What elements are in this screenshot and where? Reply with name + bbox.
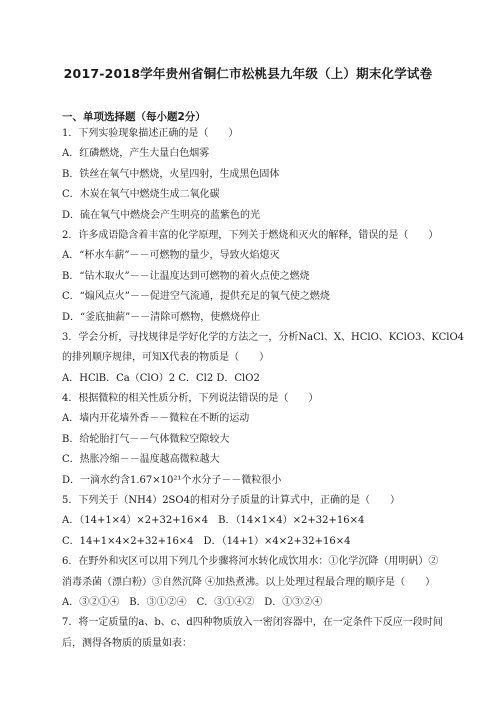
question-1-option-b: B．铁丝在氧气中燃烧，火星四射，生成黑色固体	[62, 168, 280, 180]
question-2-option-d: D．“釜底抽薪”－－清除可燃物，使燃烧停止	[62, 311, 261, 323]
section-heading: 一、单项选择题（每小题2分）	[62, 111, 206, 123]
question-4-option-c: C．热胀冷缩－－温度越高微粒越大	[62, 454, 220, 466]
question-4-option-a: A．墙内开花墙外香－－微粒在不断的运动	[62, 413, 250, 425]
question-2-option-c: C．“煽风点火”－－促进空气流通，提供充足的氧气使之燃烧	[62, 291, 330, 303]
question-3-options: A．HClB．Ca（ClO）2 C．Cl2 D．ClO2	[62, 372, 260, 384]
question-list	[62, 124, 465, 654]
question-6-stem-line-2: 消毒杀菌（漂白粉）③自然沉降 ④加热煮沸。以上处理过程最合理的顺序是（ ）	[62, 576, 436, 588]
question-7-stem-line-2: 后，测得各物质的质量如表：	[62, 637, 192, 649]
question-1-option-c: C．木炭在氧气中燃烧生成二氧化碳	[62, 189, 220, 201]
question-2-stem: 2．许多成语隐含着丰富的化学原理，下列关于燃烧和灭火的解释，错误的是（ ）	[62, 229, 439, 241]
question-2-option-b: B．“钻木取火”－－让温度达到可燃物的着火点使之燃烧	[62, 270, 310, 282]
question-3-stem-line-2: 的排列顺序规律，可知X代表的物质是（ ）	[62, 352, 270, 364]
question-7-stem-line-1: 7．将一定质量的a、b、c、d四种物质放入一密闭容器中，在一定条件下反应一段时间	[62, 617, 443, 629]
question-5-options-cd: C．14+1×4×2+32+16×4 D．（14+1）×4×2+32+16×4	[62, 535, 351, 547]
question-5-options-ab: A．（14+1×4）×2+32+16×4 B．（14×1×4）×2+32+16×4	[62, 515, 365, 527]
question-6-options: A．③②①④ B．③①②④ C．③①④② D．①③②④	[62, 596, 323, 608]
question-4-option-b: B．给轮胎打气－－气体微粒空隙较大	[62, 433, 230, 445]
page-title: 2017-2018学年贵州省铜仁市松桃县九年级（上）期末化学试卷	[63, 66, 433, 81]
question-4-option-d: D．一滴水约含1.67×10²¹个水分子－－微粒很小	[62, 474, 282, 486]
question-3-stem-line-1: 3．学会分析，寻找规律是学好化学的方法之一，分析NaCl、X、HClO、KClO3、KClO4	[62, 331, 465, 343]
question-5-stem: 5．下列关于（NH4）2SO4的相对分子质量的计算式中，正确的是（ ）	[62, 495, 400, 507]
question-1-stem: 1．下列实验现象描述正确的是（ ）	[62, 128, 239, 139]
question-1-option-d: D．硫在氧气中燃烧会产生明亮的蓝紫色的光	[62, 209, 261, 221]
question-1-option-a: A．红磷燃烧，产生大量白色烟雾	[62, 148, 210, 160]
question-4-stem: 4．根据微粒的相关性质分析，下列说法错误的是（ ）	[62, 393, 319, 405]
question-2-option-a: A．“杯水车薪”－－可燃物的量少，导致火焰熄灭	[62, 250, 280, 262]
question-6-stem-line-1: 6．在野外和灾区可以用下列几个步骤将河水转化成饮用水：①化学沉降（用明矾）②	[62, 556, 439, 568]
